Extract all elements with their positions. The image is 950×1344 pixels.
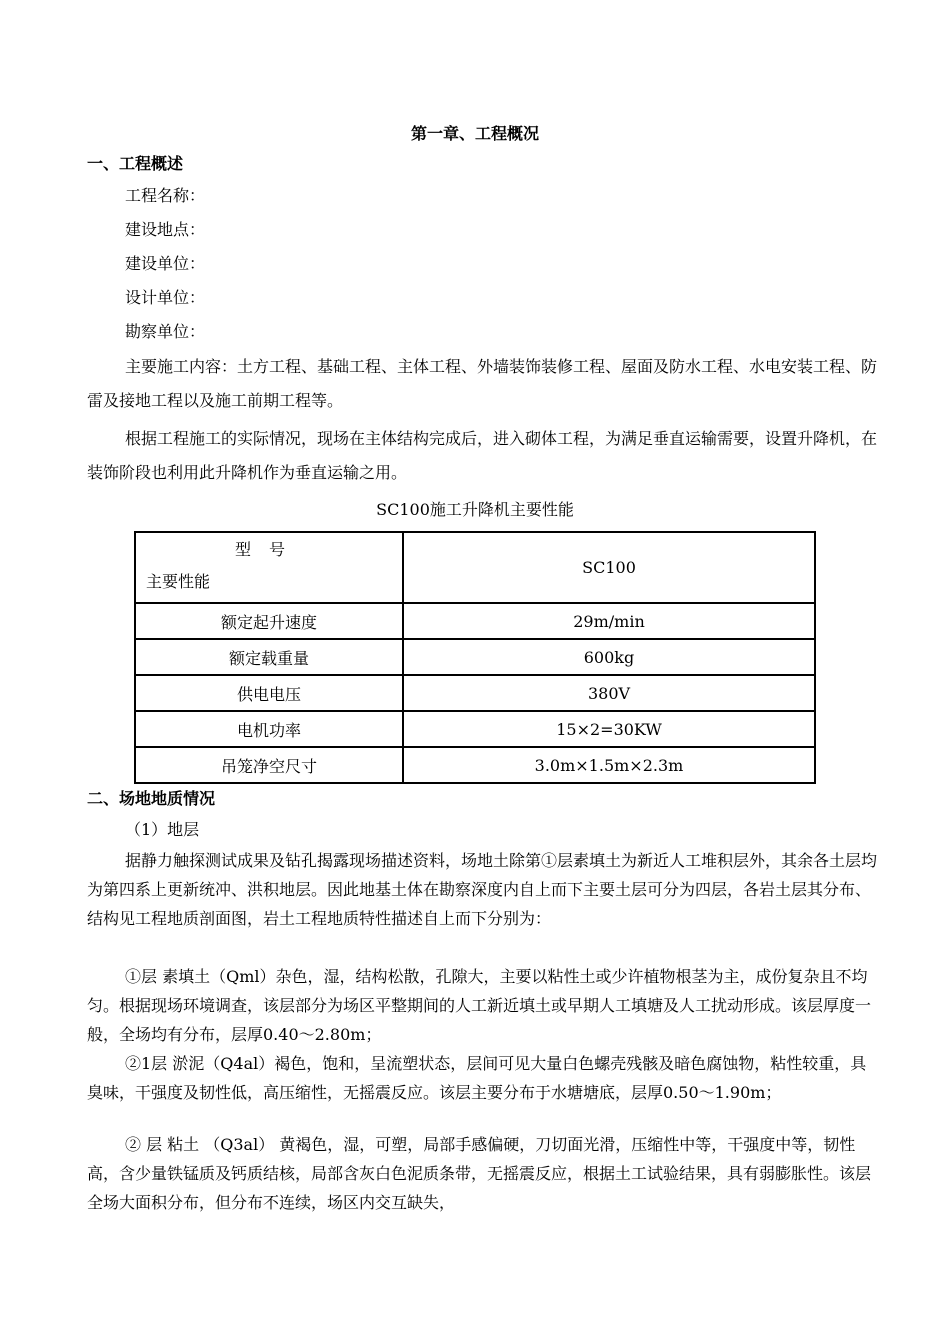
para-main-content: 主要施工内容：土方工程、基础工程、主体工程、外墙装饰装修工程、屋面及防水工程、水电安装工程、防雷及接地工程以及施工前期工程等。 [87,357,878,410]
row-value: 380V [403,675,815,711]
para-layer-1: ①层 素填土（Qml）杂色，湿，结构松散，孔隙大，主要以粘性土或少许植物根茎为主，成份复杂且不均匀。根据现场环境调查，该层部分为场区平整期间的人工新近填土或早期人工填塘及人工扰动形成。该层厚度一般，全场均有分布，层厚0.40～2.80m； [87,967,872,1044]
field-builder: 建设单位： [125,254,206,273]
hoist-spec-table [134,531,816,784]
table-row [135,711,815,747]
field-location: 建设地点： [125,220,206,239]
section1-heading: 一、工程概述 [87,154,184,173]
section2-heading: 二、场地地质情况 [87,789,216,808]
row-label: 额定载重量 [135,639,403,675]
row-label: 吊笼净空尺寸 [135,747,403,783]
para-strata-intro: 据静力触探测试成果及钻孔揭露现场描述资料，场地土除第①层素填土为新近人工堆积层外，其余各土层均为第四系上更新统冲、洪积地层。因此地基土体在勘察深度内自上而下主要土层可分为四层，各岩土层其分布、结构见工程地质剖面图，岩土工程地质特性描述自上而下分别为： [87,851,878,928]
header-performance-label: 主要性能 [146,572,211,591]
table-caption: SC100施工升降机主要性能 [376,500,574,519]
row-label: 电机功率 [135,711,403,747]
subheading-strata: （1）地层 [125,820,200,839]
header-model-label: 型号 [234,540,303,559]
row-label: 额定起升速度 [135,603,403,639]
field-surveyor: 勘察单位： [125,322,206,341]
header-diagonal-cell [135,532,403,603]
row-value: 3.0m×1.5m×2.3m [403,747,815,783]
para-layer-2-1: ②1层 淤泥（Q4al）褐色，饱和，呈流塑状态，层间可见大量白色螺壳残骸及暗色腐蚀物，粘性较重，具臭味，干强度及韧性低，高压缩性，无摇震反应。该层主要分布于水塘塘底，层厚0.50～1.90m； [87,1054,867,1102]
chapter-title: 第一章、工程概况 [410,124,539,143]
table-header-row [135,532,815,603]
row-value: 29m/min [403,603,815,639]
para-hoist: 根据工程施工的实际情况，现场在主体结构完成后，进入砌体工程，为满足垂直运输需要，设置升降机，在装饰阶段也利用此升降机作为垂直运输之用。 [87,429,878,482]
field-project-name: 工程名称： [125,186,206,205]
row-value: 600kg [403,639,815,675]
header-model-value: SC100 [403,532,815,603]
table-row [135,747,815,783]
table-row [135,675,815,711]
table-row [135,639,815,675]
table-row [135,603,815,639]
para-layer-2: ② 层 粘土 （Q3al） 黄褐色，湿，可塑，局部手感偏硬，刀切面光滑，压缩性中等，干强度中等，韧性高，含少量铁锰质及钙质结核，局部含灰白色泥质条带，无摇震反应，根据土工试验结果，具有弱膨胀性。该层全场大面积分布，但分布不连续，场区内交互缺失， [87,1135,872,1212]
row-value: 15×2=30KW [403,711,815,747]
row-label: 供电电压 [135,675,403,711]
field-designer: 设计单位： [125,288,206,307]
